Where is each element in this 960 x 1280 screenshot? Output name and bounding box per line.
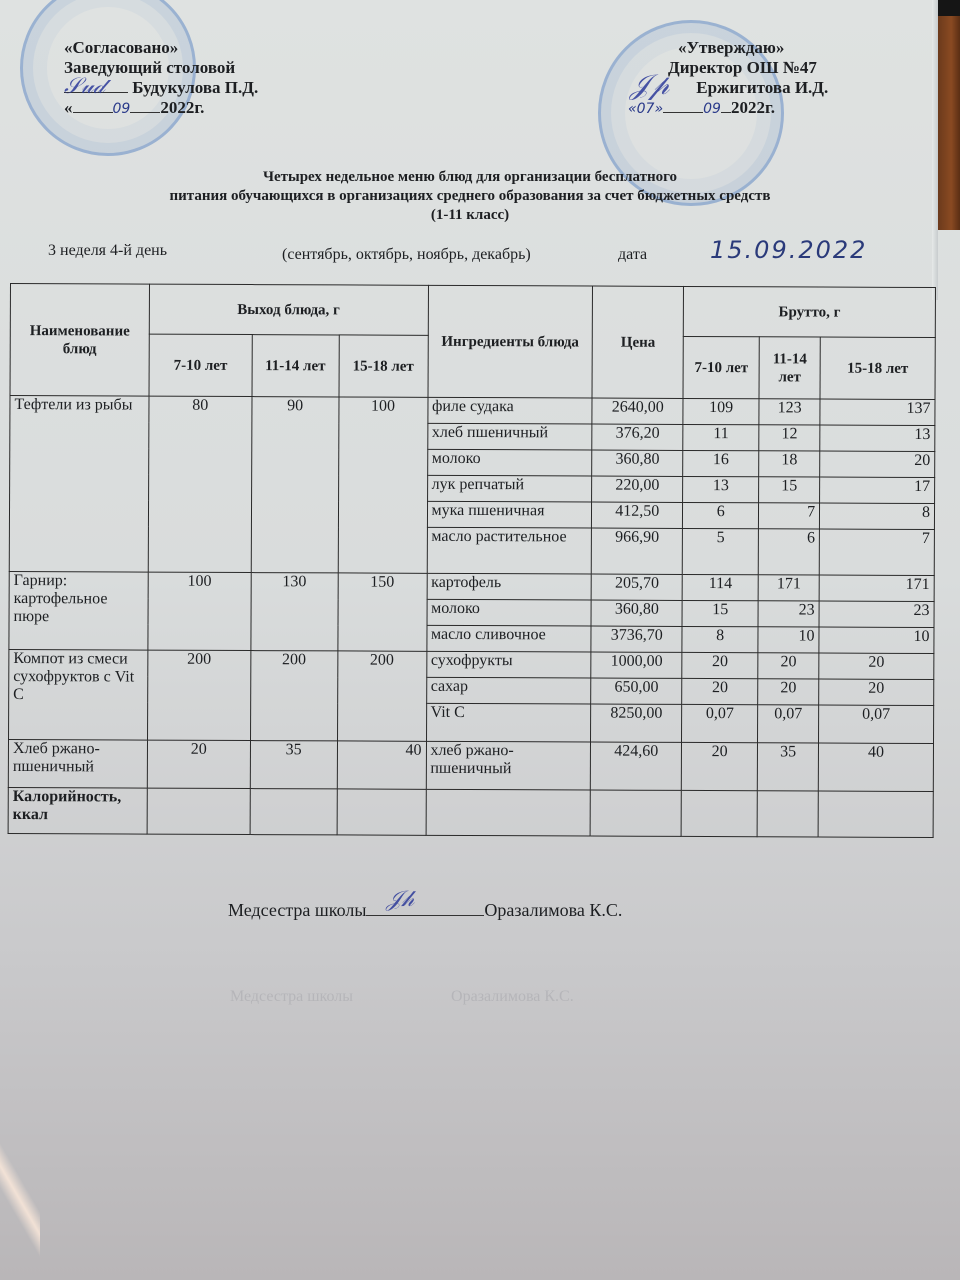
calories-cell xyxy=(250,789,337,835)
calories-cell xyxy=(590,790,681,836)
yield-11-14: 90 xyxy=(251,397,339,573)
gross-15-18: 40 xyxy=(818,743,933,792)
gross-11-14: 23 xyxy=(758,601,819,627)
signature-right-icon: 𝒥𝓅 xyxy=(630,68,670,101)
ingredient-price: 1000,00 xyxy=(591,652,682,678)
gross-11-14: 35 xyxy=(757,743,818,791)
ingredient-price: 412,50 xyxy=(592,502,683,528)
yield-15-18: 100 xyxy=(338,397,428,573)
gross-15-18: 20 xyxy=(820,451,935,478)
gross-11-14: 15 xyxy=(759,477,820,503)
ingredient-name: лук репчатый xyxy=(427,475,592,502)
months: (сентябрь, октябрь, ноябрь, декабрь) xyxy=(282,246,531,263)
calories-row xyxy=(8,787,933,837)
ingredient-name: картофель xyxy=(427,573,592,600)
gross-11-14: 20 xyxy=(758,653,819,679)
gross-15-18: 8 xyxy=(820,503,935,530)
yield-7-10: 200 xyxy=(147,650,250,740)
signature-line xyxy=(366,887,484,916)
background-dark xyxy=(938,0,960,16)
approval-date-line: « 09 2022г. xyxy=(64,98,205,117)
gross-11-14: 123 xyxy=(759,399,820,425)
gross-7-10: 16 xyxy=(683,450,759,476)
gross-7-10: 5 xyxy=(683,528,759,574)
nurse-name: Оразалимова К.С. xyxy=(484,900,623,920)
ingredient-price: 966,90 xyxy=(592,528,683,574)
calories-cell xyxy=(818,791,933,838)
approval-name-line xyxy=(668,78,828,98)
gross-15-18: 10 xyxy=(819,627,934,654)
date-label: дата xyxy=(618,246,648,263)
ingredient-price: 360,80 xyxy=(591,600,682,626)
ingredient-name: масло сливочное xyxy=(426,625,591,652)
ingredient-name: молоко xyxy=(427,449,592,476)
gross-15-18: 20 xyxy=(819,679,934,706)
gross-11-14: 20 xyxy=(758,679,819,705)
table-row xyxy=(8,739,933,791)
gross-7-10: 11 xyxy=(683,424,759,450)
gross-7-10: 8 xyxy=(682,626,758,652)
gross-11-14: 0,07 xyxy=(758,705,819,743)
yield-7-10: 100 xyxy=(148,572,251,650)
header-yield-7-10: 7-10 лет xyxy=(149,334,252,396)
yield-7-10: 80 xyxy=(148,396,252,572)
light-glare xyxy=(0,1120,40,1280)
header-gross-15-18: 15-18 лет xyxy=(820,337,935,400)
gross-11-14: 18 xyxy=(759,451,820,477)
ingredient-name: сахар xyxy=(426,677,591,704)
ingredient-name: сухофрукты xyxy=(426,651,591,678)
gross-7-10: 114 xyxy=(682,574,758,600)
header-row-1 xyxy=(10,284,935,338)
wooden-table-edge xyxy=(938,0,960,230)
document-title: Четырех недельное меню блюд для организации бесплатного питания обучающихся в организациях среднего образования за счет бюджетных средств (1-11 класс) xyxy=(169,169,771,223)
gross-15-18: 13 xyxy=(820,425,935,452)
week-day: 3 неделя 4-й день xyxy=(48,242,168,259)
ingredient-price: 205,70 xyxy=(591,574,682,600)
menu-table xyxy=(8,283,936,838)
calories-cell xyxy=(147,788,250,834)
ingredient-name: филе судака xyxy=(427,397,592,424)
bleed-through-text: Медсестра школы Оразалимова К.С. xyxy=(230,988,574,1005)
dish-name: Компот из смеси сухофруктов с Vit C xyxy=(9,649,148,740)
header-gross-11-14: 11-14 лет xyxy=(759,337,820,399)
gross-15-18: 23 xyxy=(819,601,934,628)
nurse-signature-block xyxy=(228,887,623,921)
table-row xyxy=(9,571,934,601)
yield-15-18: 200 xyxy=(337,651,426,741)
dish-name: Хлеб ржано-пшеничный xyxy=(8,739,147,788)
ingredient-name: мука пшеничная xyxy=(427,501,592,528)
handwritten-month: 09 xyxy=(703,101,721,117)
ingredient-name: молоко xyxy=(427,599,592,626)
handwritten-month: 09 xyxy=(112,101,131,117)
approval-date-line: «07» 09 2022г. xyxy=(628,98,775,117)
yield-11-14: 35 xyxy=(250,741,337,789)
ingredient-price: 220,00 xyxy=(592,476,683,502)
header-price: Цена xyxy=(592,286,683,398)
gross-7-10: 15 xyxy=(682,600,758,626)
calories-cell xyxy=(337,789,426,835)
approval-position: Директор ОШ №47 xyxy=(668,58,817,77)
gross-15-18: 20 xyxy=(819,653,934,680)
ingredient-price: 360,80 xyxy=(592,450,683,476)
approval-year: 2022г. xyxy=(160,98,205,117)
calories-cell xyxy=(426,789,591,836)
header-yield-11-14: 11-14 лет xyxy=(252,335,339,397)
gross-7-10: 109 xyxy=(683,398,759,424)
dish-name: Гарнир: картофельное пюре xyxy=(9,571,148,650)
header-yield-15-18: 15-18 лет xyxy=(339,335,428,397)
ingredient-price: 3736,70 xyxy=(591,626,682,652)
yield-7-10: 20 xyxy=(147,740,250,788)
approval-heading: «Согласовано» xyxy=(64,38,179,57)
calories-cell xyxy=(681,790,757,836)
approval-name: Будукулова П.Д. xyxy=(132,78,259,97)
nurse-role: Медсестра школы xyxy=(228,900,367,920)
handwritten-date: 15.09.2022 xyxy=(710,236,868,264)
gross-15-18: 17 xyxy=(820,477,935,504)
signature-left-icon: 𝒮𝓊𝒹 xyxy=(64,74,105,99)
calories-label: Калорийность, ккал xyxy=(8,787,147,834)
page-edge xyxy=(932,0,938,300)
gross-15-18: 7 xyxy=(819,529,934,576)
ingredient-name: хлеб пшеничный xyxy=(427,423,592,450)
ingredient-price: 650,00 xyxy=(591,678,682,704)
gross-11-14: 10 xyxy=(758,627,819,653)
gross-11-14: 12 xyxy=(759,425,820,451)
yield-15-18: 150 xyxy=(338,573,427,651)
gross-7-10: 6 xyxy=(683,502,759,528)
table-row xyxy=(9,649,934,679)
gross-7-10: 20 xyxy=(682,678,758,704)
header-yield: Выход блюда, г xyxy=(149,284,428,335)
calories-cell xyxy=(757,791,818,837)
gross-7-10: 20 xyxy=(682,742,758,790)
signature-nurse-icon: 𝒥𝒽 xyxy=(386,887,415,912)
dish-name: Тефтели из рыбы xyxy=(9,396,149,573)
header-gross-7-10: 7-10 лет xyxy=(683,336,759,398)
yield-11-14: 130 xyxy=(251,573,338,651)
gross-7-10: 0,07 xyxy=(682,704,758,742)
header-gross: Брутто, г xyxy=(684,286,936,337)
gross-11-14: 6 xyxy=(758,529,819,575)
approval-year: 2022г. xyxy=(730,98,775,117)
approval-heading: «Утверждаю» xyxy=(678,38,785,57)
ingredient-name: масло растительное xyxy=(427,527,592,574)
yield-11-14: 200 xyxy=(250,651,337,741)
gross-7-10: 13 xyxy=(683,476,759,502)
ingredient-price: 2640,00 xyxy=(592,398,683,424)
gross-15-18: 0,07 xyxy=(819,705,934,744)
ingredient-price: 8250,00 xyxy=(591,704,682,742)
approval-position: Заведующий столовой xyxy=(64,58,236,77)
header-dish-name: Наименование блюд xyxy=(10,284,149,397)
gross-7-10: 20 xyxy=(682,652,758,678)
ingredient-name: Vit C xyxy=(426,703,591,742)
ingredient-price: 424,60 xyxy=(591,742,682,790)
ingredient-price: 376,20 xyxy=(592,424,683,450)
gross-11-14: 171 xyxy=(758,575,819,601)
gross-15-18: 137 xyxy=(820,399,935,426)
gross-15-18: 171 xyxy=(819,575,934,602)
table-row xyxy=(10,396,935,426)
yield-15-18: 40 xyxy=(337,741,426,789)
approval-name: Ержигитова И.Д. xyxy=(696,78,829,97)
ingredient-name: хлеб ржано-пшеничный xyxy=(426,741,591,790)
header-ingredients: Ингредиенты блюда xyxy=(428,285,593,398)
gross-11-14: 7 xyxy=(759,503,820,529)
